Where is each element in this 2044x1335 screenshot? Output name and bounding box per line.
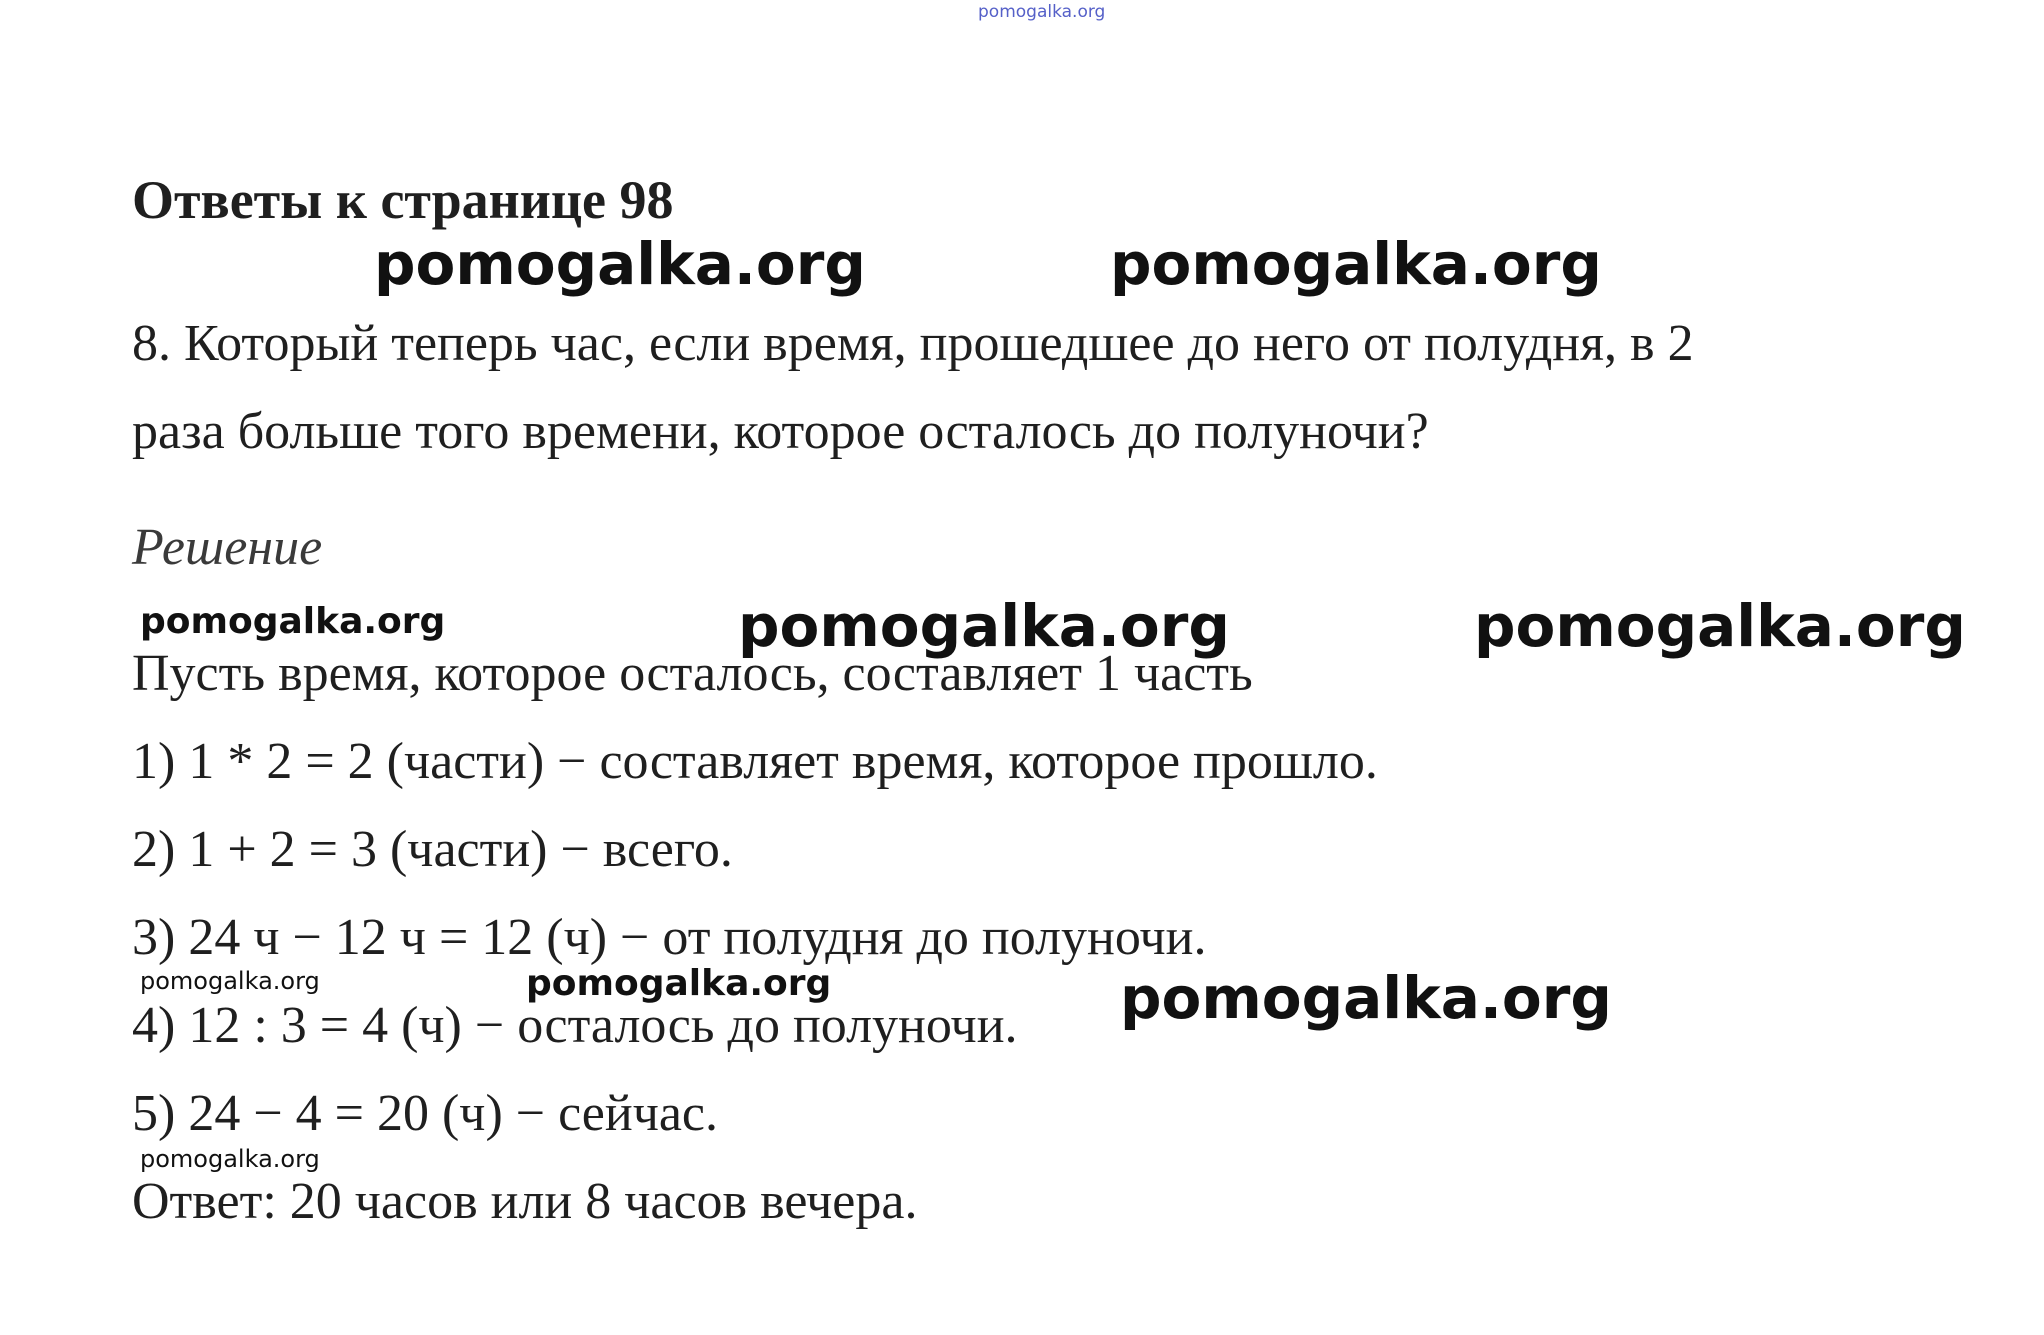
page-title: Ответы к странице 98 <box>132 170 674 230</box>
problem-line-2: раза больше того времени, которое осталось до полуночи? <box>132 403 1429 460</box>
watermark: pomogalka.org <box>738 592 1230 660</box>
solution-label: Решение <box>132 519 323 576</box>
top-watermark[interactable]: pomogalka.org <box>978 2 1106 22</box>
watermark: pomogalka.org <box>374 230 866 298</box>
watermark: pomogalka.org <box>1474 592 1966 660</box>
watermark: pomogalka.org <box>1120 964 1612 1032</box>
watermark: pomogalka.org <box>1110 230 1602 298</box>
solution-step-4: 4) 12 : 3 = 4 (ч) − осталось до полуночи. <box>132 997 1018 1054</box>
watermark: pomogalka.org <box>140 967 320 995</box>
watermark: pomogalka.org <box>140 601 446 642</box>
solution-step-5: 5) 24 − 4 = 20 (ч) − сейчас. <box>132 1085 719 1142</box>
watermark: pomogalka.org <box>140 1145 320 1173</box>
solution-step-3: 3) 24 ч − 12 ч = 12 (ч) − от полудня до полуночи. <box>132 909 1207 966</box>
answer-line: Ответ: 20 часов или 8 часов вечера. <box>132 1173 918 1230</box>
watermark: pomogalka.org <box>526 963 832 1004</box>
problem-line-1: 8. Который теперь час, если время, прошедшее до него от полудня, в 2 <box>132 315 1694 372</box>
solution-intro: Пусть время, которое осталось, составляет 1 часть <box>132 645 1253 702</box>
solution-step-2: 2) 1 + 2 = 3 (части) − всего. <box>132 821 733 878</box>
solution-step-1: 1) 1 * 2 = 2 (части) − составляет время, которое прошло. <box>132 733 1378 790</box>
